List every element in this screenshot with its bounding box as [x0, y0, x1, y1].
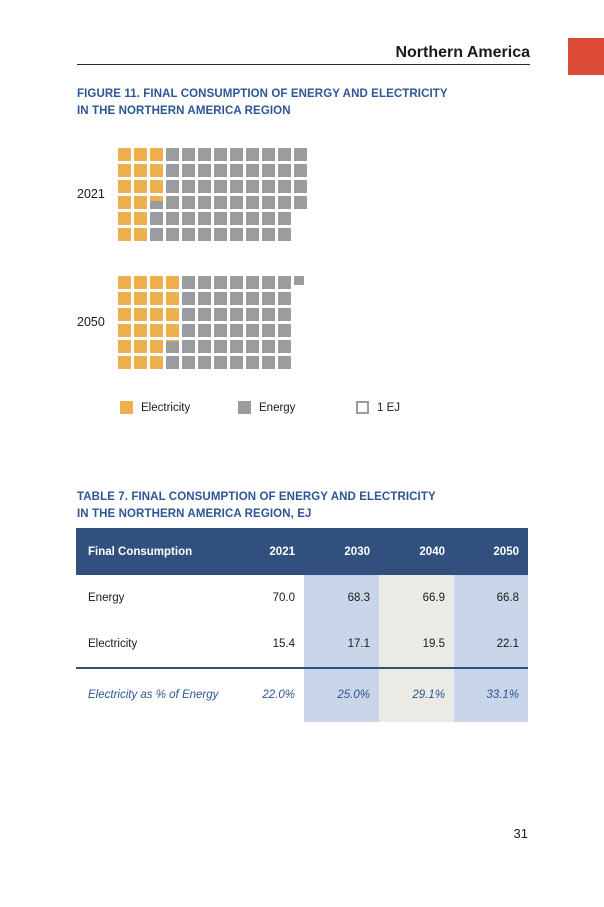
waffle-square: [134, 276, 147, 289]
table-row-electricity-pct: [76, 667, 528, 720]
legend-label-energy: Energy: [259, 401, 296, 414]
waffle-square: [134, 324, 147, 337]
waffle-row: [118, 228, 307, 241]
waffle-chart-2050: [118, 276, 304, 369]
waffle-square: [166, 228, 179, 241]
waffle-square: [150, 324, 163, 337]
waffle-square: [262, 148, 275, 161]
waffle-square: [246, 180, 259, 193]
waffle-square: [134, 212, 147, 225]
waffle-square: [246, 148, 259, 161]
table-title: [77, 489, 436, 522]
waffle-square: [118, 196, 131, 209]
waffle-square: [198, 228, 211, 241]
waffle-square: [262, 308, 275, 321]
waffle-square: [182, 196, 195, 209]
waffle-square: [150, 356, 163, 369]
waffle-square: [166, 308, 179, 321]
consumption-table: [76, 528, 528, 722]
electricity-2030: 17.1: [347, 638, 370, 650]
waffle-square: [262, 292, 275, 305]
table-header-2050: 2050: [493, 545, 519, 558]
page-number: 31: [513, 826, 528, 841]
waffle-square: [198, 212, 211, 225]
waffle-square: [118, 308, 131, 321]
waffle-square: [278, 148, 291, 161]
waffle-square: [294, 164, 307, 177]
waffle-square: [134, 356, 147, 369]
row-label-electricity: Electricity: [88, 638, 138, 650]
waffle-square: [230, 276, 243, 289]
pct-2050: 33.1%: [486, 688, 519, 701]
pct-2021: 22.0%: [262, 688, 295, 701]
legend-item-unit: [356, 401, 400, 414]
figure-title-line1: FIGURE 11. FINAL CONSUMPTION OF ENERGY AND ELECTRICITY: [77, 88, 448, 100]
header-divider-rule: [77, 64, 530, 65]
waffle-square: [198, 148, 211, 161]
waffle-square: [294, 196, 307, 209]
waffle-square: [230, 292, 243, 305]
waffle-row: [118, 212, 307, 225]
waffle-square: [134, 340, 147, 353]
waffle-square: [278, 212, 291, 225]
energy-swatch-icon: [238, 401, 251, 414]
waffle-square: [278, 324, 291, 337]
table-header-2021: 2021: [269, 545, 295, 558]
waffle-square: [150, 180, 163, 193]
waffle-square: [150, 212, 163, 225]
waffle-square: [198, 180, 211, 193]
waffle-square: [150, 148, 163, 161]
legend-item-electricity: [120, 401, 190, 414]
waffle-square: [150, 164, 163, 177]
waffle-square: [278, 228, 291, 241]
waffle-square: [134, 228, 147, 241]
waffle-square: [246, 164, 259, 177]
waffle-square: [182, 308, 195, 321]
energy-2030: 68.3: [347, 592, 370, 604]
waffle-label-2021: 2021: [77, 187, 105, 201]
waffle-square: [182, 148, 195, 161]
waffle-square: [230, 324, 243, 337]
waffle-square: [214, 148, 227, 161]
waffle-row: [118, 164, 307, 177]
waffle-square: [246, 340, 259, 353]
waffle-row: [118, 276, 304, 289]
waffle-square: [246, 276, 259, 289]
energy-2050: 66.8: [496, 592, 519, 604]
waffle-square: [214, 180, 227, 193]
waffle-square: [214, 292, 227, 305]
waffle-square: [214, 356, 227, 369]
waffle-square: [134, 164, 147, 177]
waffle-square: [150, 196, 163, 209]
waffle-square: [166, 324, 179, 337]
waffle-square: [150, 340, 163, 353]
waffle-square: [166, 276, 179, 289]
waffle-square: [198, 324, 211, 337]
waffle-square: [278, 196, 291, 209]
waffle-square: [246, 308, 259, 321]
waffle-square: [246, 228, 259, 241]
waffle-square: [150, 276, 163, 289]
waffle-square: [134, 308, 147, 321]
waffle-row: [118, 292, 304, 305]
waffle-square: [262, 276, 275, 289]
waffle-row: [118, 196, 307, 209]
waffle-square: [230, 148, 243, 161]
waffle-square: [198, 340, 211, 353]
waffle-square: [262, 164, 275, 177]
waffle-row: [118, 180, 307, 193]
waffle-square: [278, 356, 291, 369]
waffle-square: [278, 276, 291, 289]
waffle-label-2050: 2050: [77, 315, 105, 329]
waffle-square: [214, 308, 227, 321]
table-header-2030: 2030: [344, 545, 370, 558]
table-title-line1: TABLE 7. FINAL CONSUMPTION OF ENERGY AND ELECTRICITY: [77, 491, 436, 503]
waffle-square: [118, 164, 131, 177]
waffle-square: [214, 324, 227, 337]
waffle-square: [118, 148, 131, 161]
table-body: [76, 575, 528, 722]
waffle-square: [134, 180, 147, 193]
table-title-line2: IN THE NORTHERN AMERICA REGION, EJ: [77, 507, 312, 520]
waffle-square: [278, 164, 291, 177]
waffle-square: [198, 164, 211, 177]
waffle-square: [246, 212, 259, 225]
waffle-square: [166, 340, 179, 353]
waffle-square: [166, 292, 179, 305]
waffle-square: [166, 164, 179, 177]
waffle-square: [246, 196, 259, 209]
waffle-square: [230, 196, 243, 209]
waffle-square: [214, 228, 227, 241]
waffle-square: [278, 292, 291, 305]
waffle-square: [166, 356, 179, 369]
waffle-square: [134, 148, 147, 161]
waffle-square: [198, 356, 211, 369]
waffle-square: [214, 276, 227, 289]
waffle-square: [166, 148, 179, 161]
waffle-square: [134, 292, 147, 305]
figure-title: [77, 86, 448, 119]
legend-item-energy: [238, 401, 295, 414]
waffle-square: [182, 228, 195, 241]
waffle-square: [246, 324, 259, 337]
waffle-square: [166, 180, 179, 193]
waffle-square: [278, 308, 291, 321]
energy-2040: 66.9: [422, 592, 445, 604]
waffle-row: [118, 340, 304, 353]
waffle-square: [182, 276, 195, 289]
table-header-2040: 2040: [419, 545, 445, 558]
waffle-square: [150, 308, 163, 321]
waffle-square: [262, 324, 275, 337]
waffle-square: [278, 340, 291, 353]
waffle-square: [246, 356, 259, 369]
figure-title-line2: IN THE NORTHERN AMERICA REGION: [77, 104, 291, 117]
electricity-2021: 15.4: [272, 638, 295, 650]
table-header-label: Final Consumption: [88, 545, 193, 558]
waffle-square: [118, 324, 131, 337]
waffle-square: [230, 164, 243, 177]
waffle-square: [230, 180, 243, 193]
legend-label-unit: 1 EJ: [377, 401, 401, 414]
waffle-square: [294, 148, 307, 161]
legend-label-electricity: Electricity: [141, 401, 191, 414]
table-header-row: [76, 528, 528, 575]
waffle-square: [198, 276, 211, 289]
pct-2030: 25.0%: [337, 688, 370, 701]
waffle-square: [214, 340, 227, 353]
waffle-square: [198, 196, 211, 209]
waffle-square: [262, 356, 275, 369]
waffle-row: [118, 308, 304, 321]
corner-accent-square: [568, 38, 604, 75]
electricity-swatch-icon: [120, 401, 133, 414]
energy-2021: 70.0: [272, 592, 295, 604]
unit-swatch-icon: [356, 401, 369, 414]
waffle-square: [214, 196, 227, 209]
waffle-square: [294, 180, 307, 193]
waffle-square: [182, 356, 195, 369]
waffle-square: [118, 276, 131, 289]
waffle-square: [118, 340, 131, 353]
waffle-square: [182, 180, 195, 193]
waffle-square: [230, 356, 243, 369]
waffle-square: [198, 292, 211, 305]
waffle-square: [262, 228, 275, 241]
waffle-square: [262, 196, 275, 209]
table-row-electricity: [76, 621, 528, 667]
waffle-square: [262, 180, 275, 193]
waffle-square: [118, 180, 131, 193]
waffle-square: [182, 212, 195, 225]
waffle-square: [118, 228, 131, 241]
waffle-square: [134, 196, 147, 209]
waffle-square: [150, 292, 163, 305]
waffle-square: [230, 308, 243, 321]
waffle-square: [230, 212, 243, 225]
waffle-row: [118, 324, 304, 337]
waffle-square: [182, 324, 195, 337]
waffle-square: [214, 212, 227, 225]
waffle-square: [118, 356, 131, 369]
waffle-square: [214, 164, 227, 177]
waffle-row: [118, 356, 304, 369]
waffle-chart-2021: [118, 148, 307, 241]
waffle-square: [118, 292, 131, 305]
waffle-square: [198, 308, 211, 321]
waffle-square: [294, 276, 304, 285]
waffle-square: [166, 196, 179, 209]
waffle-square: [182, 292, 195, 305]
waffle-square: [182, 164, 195, 177]
waffle-square: [262, 212, 275, 225]
pct-2040: 29.1%: [412, 688, 445, 701]
waffle-square: [230, 340, 243, 353]
table-row-energy: [76, 575, 528, 621]
waffle-row: [118, 148, 307, 161]
waffle-square: [278, 180, 291, 193]
row-label-electricity-pct: Electricity as % of Energy: [88, 688, 219, 701]
page-header-region-title: Northern America: [395, 44, 530, 61]
waffle-square: [150, 228, 163, 241]
waffle-square: [118, 212, 131, 225]
waffle-square: [182, 340, 195, 353]
waffle-square: [166, 212, 179, 225]
row-label-energy: Energy: [88, 592, 125, 604]
waffle-square: [246, 292, 259, 305]
waffle-square: [262, 340, 275, 353]
electricity-2040: 19.5: [422, 638, 445, 650]
electricity-2050: 22.1: [496, 638, 519, 650]
waffle-square: [230, 228, 243, 241]
